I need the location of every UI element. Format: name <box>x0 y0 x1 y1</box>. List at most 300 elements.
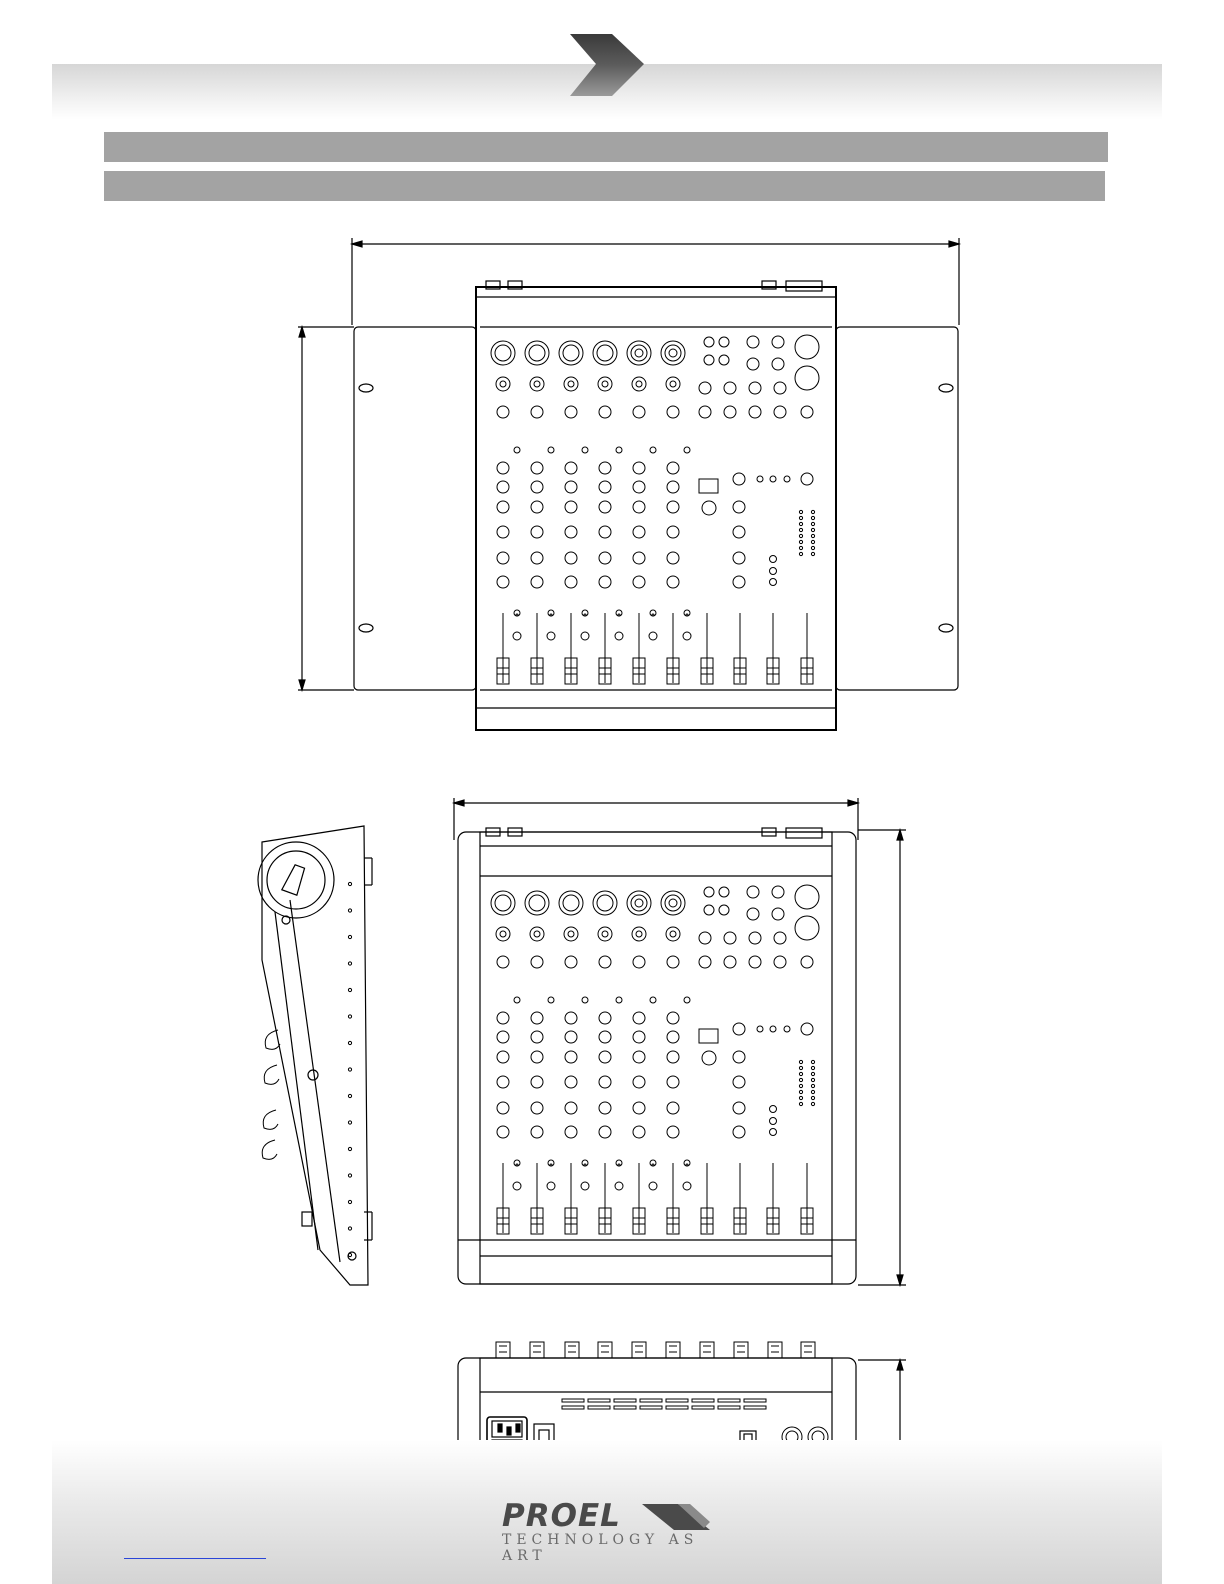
rca-jack-icon <box>719 355 729 365</box>
channel-knob-icon <box>497 501 509 513</box>
trim-knob-icon <box>599 956 611 968</box>
led-icon <box>650 1160 656 1166</box>
brand-logo <box>500 1498 730 1578</box>
chevron-logo-icon <box>568 32 648 98</box>
brand-name: PROEL <box>502 1498 621 1534</box>
channel-knob-icon <box>497 576 509 588</box>
led-dot <box>516 614 518 616</box>
line-input-jack-icon <box>632 377 646 391</box>
channel-knob-icon <box>565 1051 577 1063</box>
master-knob-icon <box>733 501 745 513</box>
channel-knob-icon <box>667 481 679 493</box>
vent-slot <box>744 1406 766 1409</box>
channel-knob-icon <box>565 576 577 588</box>
vent-slot <box>744 1399 766 1402</box>
channel-knob-icon <box>599 481 611 493</box>
xlr-input-inner-icon <box>665 345 681 361</box>
meter-led-icon <box>811 1096 814 1099</box>
channel-knob-icon <box>667 1051 679 1063</box>
screw-icon <box>348 1094 351 1097</box>
led-icon <box>684 610 690 616</box>
jack-icon <box>774 956 786 968</box>
led-dot <box>686 1164 688 1166</box>
combo-jack-icon <box>669 349 677 357</box>
master-knob-icon <box>733 1051 745 1063</box>
meter-led-icon <box>799 546 802 549</box>
channel-knob-icon <box>667 1102 679 1114</box>
channel-knob-icon <box>599 1012 611 1024</box>
vent-slot <box>666 1406 688 1409</box>
line-input-jack-inner-icon <box>534 931 540 937</box>
channel-knob-icon <box>633 1102 645 1114</box>
rca-jack-icon <box>719 905 729 915</box>
rear-knob-icon <box>632 1342 646 1358</box>
channel-knob-icon <box>633 1126 645 1138</box>
button-icon <box>616 997 622 1003</box>
screw-icon <box>348 935 351 938</box>
meter-led-icon <box>811 540 814 543</box>
rear-knob-icon <box>734 1342 748 1358</box>
xlr-input-inner-icon <box>597 895 613 911</box>
screw-icon <box>348 962 351 965</box>
channel-knob-icon <box>633 1076 645 1088</box>
master-knob-icon <box>733 526 745 538</box>
channel-knob-icon <box>599 1051 611 1063</box>
led-dot <box>618 1164 620 1166</box>
led-icon <box>514 610 520 616</box>
channel-knob-icon <box>531 526 543 538</box>
xlr-input-inner-icon <box>665 895 681 911</box>
channel-knob-icon <box>531 552 543 564</box>
meter-led-icon <box>799 540 802 543</box>
output-jack-icon <box>747 336 759 348</box>
button-icon <box>684 997 690 1003</box>
rca-jack-icon <box>719 887 729 897</box>
led-dot <box>550 1164 552 1166</box>
rear-knob-icon <box>768 1342 782 1358</box>
jack-icon <box>749 932 761 944</box>
led-icon <box>770 1026 776 1032</box>
screw-icon <box>348 1121 351 1124</box>
meter-led-icon <box>811 1060 814 1063</box>
mute-button-icon <box>683 632 691 640</box>
trim-knob-icon <box>633 406 645 418</box>
meter-led-icon <box>799 1072 802 1075</box>
rear-knob-icon <box>598 1342 612 1358</box>
master-knob-icon <box>801 473 813 485</box>
section-subtitle-bar <box>104 171 1105 201</box>
xlr-input-inner-icon <box>597 345 613 361</box>
side-knob-icon <box>263 1110 278 1129</box>
led-dot <box>584 1164 586 1166</box>
channel-knob-icon <box>565 1012 577 1024</box>
channel-knob-icon <box>633 576 645 588</box>
line-input-jack-inner-icon <box>602 381 608 387</box>
mute-button-icon <box>649 1182 657 1190</box>
meter-led-icon <box>811 1078 814 1081</box>
section-title-bar <box>104 132 1108 162</box>
meter-led-icon <box>799 510 802 513</box>
rca-jack-icon <box>704 905 714 915</box>
channel-knob-icon <box>565 526 577 538</box>
line-input-jack-inner-icon <box>500 381 506 387</box>
channel-knob-icon <box>667 462 679 474</box>
rear-knob-icon <box>801 1342 815 1358</box>
meter-led-icon <box>811 534 814 537</box>
channel-knob-icon <box>565 1126 577 1138</box>
channel-knob-icon <box>633 462 645 474</box>
jack-icon <box>801 956 813 968</box>
channel-knob-icon <box>497 526 509 538</box>
channel-knob-icon <box>565 1102 577 1114</box>
jack-icon <box>801 406 813 418</box>
mute-button-icon <box>513 1182 521 1190</box>
vent-slot <box>614 1406 636 1409</box>
channel-knob-icon <box>667 501 679 513</box>
led-icon <box>650 610 656 616</box>
button-icon <box>650 447 656 453</box>
line-input-jack-inner-icon <box>500 931 506 937</box>
led-icon <box>616 610 622 616</box>
meter-led-icon <box>811 1066 814 1069</box>
meter-led-icon <box>811 1090 814 1093</box>
led-icon <box>770 476 776 482</box>
meter-led-icon <box>799 522 802 525</box>
channel-knob-icon <box>531 576 543 588</box>
channel-knob-icon <box>599 501 611 513</box>
trim-knob-icon <box>667 956 679 968</box>
channel-knob-icon <box>531 1126 543 1138</box>
master-knob-icon <box>733 1076 745 1088</box>
channel-knob-icon <box>599 1031 611 1043</box>
line-input-jack-inner-icon <box>636 381 642 387</box>
channel-knob-icon <box>531 1012 543 1024</box>
channel-knob-icon <box>633 1012 645 1024</box>
mute-button-icon <box>683 1182 691 1190</box>
led-icon <box>757 476 763 482</box>
mute-button-icon <box>581 632 589 640</box>
line-input-jack-icon <box>530 377 544 391</box>
meter-led-icon <box>799 516 802 519</box>
mute-button-icon <box>649 632 657 640</box>
led-icon <box>548 1160 554 1166</box>
rack-mount-drawing <box>290 235 970 735</box>
screw-icon <box>348 1068 351 1071</box>
master-knob-icon <box>733 473 745 485</box>
meter-led-icon <box>799 534 802 537</box>
meter-led-icon <box>811 546 814 549</box>
meter-led-icon <box>799 1084 802 1087</box>
meter-led-icon <box>811 516 814 519</box>
master-knob-icon <box>733 576 745 588</box>
channel-knob-icon <box>633 481 645 493</box>
xlr-output-icon <box>795 916 819 940</box>
channel-knob-icon <box>531 462 543 474</box>
display-icon <box>699 1029 718 1043</box>
rear-knob-icon <box>666 1342 680 1358</box>
led-dot <box>652 614 654 616</box>
led-dot <box>686 614 688 616</box>
meter-led-icon <box>799 528 802 531</box>
output-jack-icon <box>772 358 784 370</box>
channel-knob-icon <box>497 1076 509 1088</box>
trim-knob-icon <box>565 406 577 418</box>
meter-led-icon <box>811 510 814 513</box>
trim-knob-icon <box>531 406 543 418</box>
button-icon <box>770 1118 777 1125</box>
master-knob-icon <box>733 1023 745 1035</box>
output-jack-icon <box>747 886 759 898</box>
channel-knob-icon <box>667 1031 679 1043</box>
output-jack-icon <box>747 908 759 920</box>
xlr-input-inner-icon <box>495 345 511 361</box>
vent-slot <box>588 1399 610 1402</box>
line-input-jack-inner-icon <box>670 381 676 387</box>
vent-slot <box>666 1399 688 1402</box>
jack-icon <box>774 932 786 944</box>
meter-led-icon <box>811 1084 814 1087</box>
xlr-input-inner-icon <box>529 345 545 361</box>
rca-jack-icon <box>704 887 714 897</box>
channel-knob-icon <box>531 481 543 493</box>
led-dot <box>550 614 552 616</box>
vent-slot <box>692 1399 714 1402</box>
vent-slot <box>588 1406 610 1409</box>
button-icon <box>548 447 554 453</box>
vent-slot <box>614 1399 636 1402</box>
channel-knob-icon <box>531 1076 543 1088</box>
mute-button-icon <box>547 1182 555 1190</box>
line-input-jack-inner-icon <box>568 931 574 937</box>
led-icon <box>514 1160 520 1166</box>
channel-knob-icon <box>531 1102 543 1114</box>
xlr-input-inner-icon <box>563 345 579 361</box>
led-dot <box>584 614 586 616</box>
jack-icon <box>699 956 711 968</box>
trim-knob-icon <box>667 406 679 418</box>
channel-knob-icon <box>633 501 645 513</box>
led-dot <box>652 1164 654 1166</box>
line-input-jack-inner-icon <box>636 931 642 937</box>
line-input-jack-icon <box>598 377 612 391</box>
footer-link[interactable] <box>124 1558 266 1559</box>
jack-icon <box>749 382 761 394</box>
screw-icon <box>348 1253 351 1256</box>
jack-icon <box>724 932 736 944</box>
xlr-input-inner-icon <box>631 345 647 361</box>
channel-knob-icon <box>565 1031 577 1043</box>
screw-icon <box>348 1147 351 1150</box>
channel-knob-icon <box>599 552 611 564</box>
combo-jack-icon <box>669 899 677 907</box>
meter-led-icon <box>811 528 814 531</box>
screw-icon <box>348 1227 351 1230</box>
button-icon <box>616 447 622 453</box>
screw-icon <box>348 1200 351 1203</box>
mute-button-icon <box>547 632 555 640</box>
side-knob-icon <box>264 1065 279 1084</box>
button-icon <box>770 1129 777 1136</box>
led-icon <box>784 1026 790 1032</box>
xlr-output-icon <box>795 885 819 909</box>
channel-knob-icon <box>497 1012 509 1024</box>
meter-led-icon <box>811 1072 814 1075</box>
line-input-jack-icon <box>564 927 578 941</box>
button-icon <box>770 556 777 563</box>
line-input-jack-inner-icon <box>568 381 574 387</box>
led-dot <box>618 614 620 616</box>
meter-led-icon <box>811 522 814 525</box>
combo-jack-icon <box>635 899 643 907</box>
screw-icon <box>348 1015 351 1018</box>
channel-knob-icon <box>565 462 577 474</box>
meter-led-icon <box>799 1078 802 1081</box>
channel-knob-icon <box>599 1102 611 1114</box>
rca-jack-icon <box>704 355 714 365</box>
front-view-drawing <box>245 795 915 1295</box>
button-icon <box>582 447 588 453</box>
channel-knob-icon <box>565 552 577 564</box>
channel-knob-icon <box>633 1031 645 1043</box>
vent-slot <box>562 1406 584 1409</box>
vent-slot <box>718 1406 740 1409</box>
button-icon <box>770 1106 777 1113</box>
channel-knob-icon <box>497 481 509 493</box>
trim-knob-icon <box>599 406 611 418</box>
meter-led-icon <box>799 1102 802 1105</box>
line-input-jack-icon <box>496 927 510 941</box>
rear-knob-icon <box>496 1342 510 1358</box>
line-input-jack-icon <box>632 927 646 941</box>
meter-led-icon <box>811 1102 814 1105</box>
combo-jack-icon <box>635 349 643 357</box>
meter-led-icon <box>799 1060 802 1063</box>
mute-button-icon <box>615 1182 623 1190</box>
button-icon <box>582 997 588 1003</box>
jack-icon <box>749 956 761 968</box>
vent-slot <box>692 1406 714 1409</box>
button-icon <box>650 997 656 1003</box>
output-jack-icon <box>747 358 759 370</box>
display-icon <box>699 479 718 493</box>
trim-knob-icon <box>497 406 509 418</box>
channel-knob-icon <box>667 576 679 588</box>
line-input-jack-inner-icon <box>534 381 540 387</box>
channel-knob-icon <box>633 1051 645 1063</box>
channel-knob-icon <box>599 1126 611 1138</box>
xlr-input-inner-icon <box>563 895 579 911</box>
side-knob-icon <box>262 1140 277 1159</box>
trim-knob-icon <box>531 956 543 968</box>
rear-knob-icon <box>530 1342 544 1358</box>
screw-icon <box>348 988 351 991</box>
channel-knob-icon <box>497 1126 509 1138</box>
trim-knob-icon <box>633 956 645 968</box>
channel-knob-icon <box>599 462 611 474</box>
channel-knob-icon <box>565 1076 577 1088</box>
brand-chevron-icon <box>642 1502 712 1532</box>
channel-knob-icon <box>497 1102 509 1114</box>
line-input-jack-icon <box>666 377 680 391</box>
line-input-jack-icon <box>564 377 578 391</box>
meter-led-icon <box>799 1090 802 1093</box>
meter-led-icon <box>799 1096 802 1099</box>
channel-knob-icon <box>497 552 509 564</box>
channel-knob-icon <box>531 1051 543 1063</box>
channel-knob-icon <box>667 1076 679 1088</box>
button-icon <box>514 447 520 453</box>
mute-button-icon <box>513 632 521 640</box>
rca-jack-icon <box>704 337 714 347</box>
channel-knob-icon <box>633 526 645 538</box>
channel-knob-icon <box>565 501 577 513</box>
led-icon <box>784 476 790 482</box>
channel-knob-icon <box>497 462 509 474</box>
brand-tagline: TECHNOLOGY AS ART <box>502 1532 699 1564</box>
led-icon <box>616 1160 622 1166</box>
channel-knob-icon <box>667 526 679 538</box>
meter-led-icon <box>799 1066 802 1069</box>
jack-icon <box>724 382 736 394</box>
screw-icon <box>348 909 351 912</box>
led-icon <box>582 610 588 616</box>
channel-knob-icon <box>497 1051 509 1063</box>
master-knob-icon <box>733 1126 745 1138</box>
channel-knob-icon <box>565 481 577 493</box>
led-icon <box>582 1160 588 1166</box>
output-jack-icon <box>772 886 784 898</box>
button-icon <box>770 579 777 586</box>
xlr-input-inner-icon <box>631 895 647 911</box>
trim-knob-icon <box>565 956 577 968</box>
screw-icon <box>348 1041 351 1044</box>
channel-knob-icon <box>667 552 679 564</box>
master-knob-icon <box>702 501 716 515</box>
rca-jack-icon <box>719 337 729 347</box>
jack-icon <box>724 406 736 418</box>
line-input-jack-icon <box>530 927 544 941</box>
led-icon <box>757 1026 763 1032</box>
channel-knob-icon <box>667 1012 679 1024</box>
channel-knob-icon <box>667 1126 679 1138</box>
output-jack-icon <box>772 336 784 348</box>
screw-icon <box>348 882 351 885</box>
jack-icon <box>699 406 711 418</box>
xlr-output-icon <box>795 366 819 390</box>
meter-led-icon <box>811 552 814 555</box>
xlr-output-icon <box>795 335 819 359</box>
jack-icon <box>774 382 786 394</box>
master-knob-icon <box>733 552 745 564</box>
button-icon <box>548 997 554 1003</box>
line-input-jack-inner-icon <box>602 931 608 937</box>
led-icon <box>684 1160 690 1166</box>
jack-icon <box>724 956 736 968</box>
button-icon <box>684 447 690 453</box>
vent-slot <box>640 1406 662 1409</box>
channel-knob-icon <box>599 576 611 588</box>
rear-knob-icon <box>565 1342 579 1358</box>
output-jack-icon <box>772 908 784 920</box>
master-knob-icon <box>733 1102 745 1114</box>
screw-icon <box>348 1174 351 1177</box>
led-dot <box>516 1164 518 1166</box>
channel-knob-icon <box>497 1031 509 1043</box>
xlr-input-inner-icon <box>529 895 545 911</box>
jack-icon <box>699 932 711 944</box>
mute-button-icon <box>581 1182 589 1190</box>
channel-knob-icon <box>531 501 543 513</box>
